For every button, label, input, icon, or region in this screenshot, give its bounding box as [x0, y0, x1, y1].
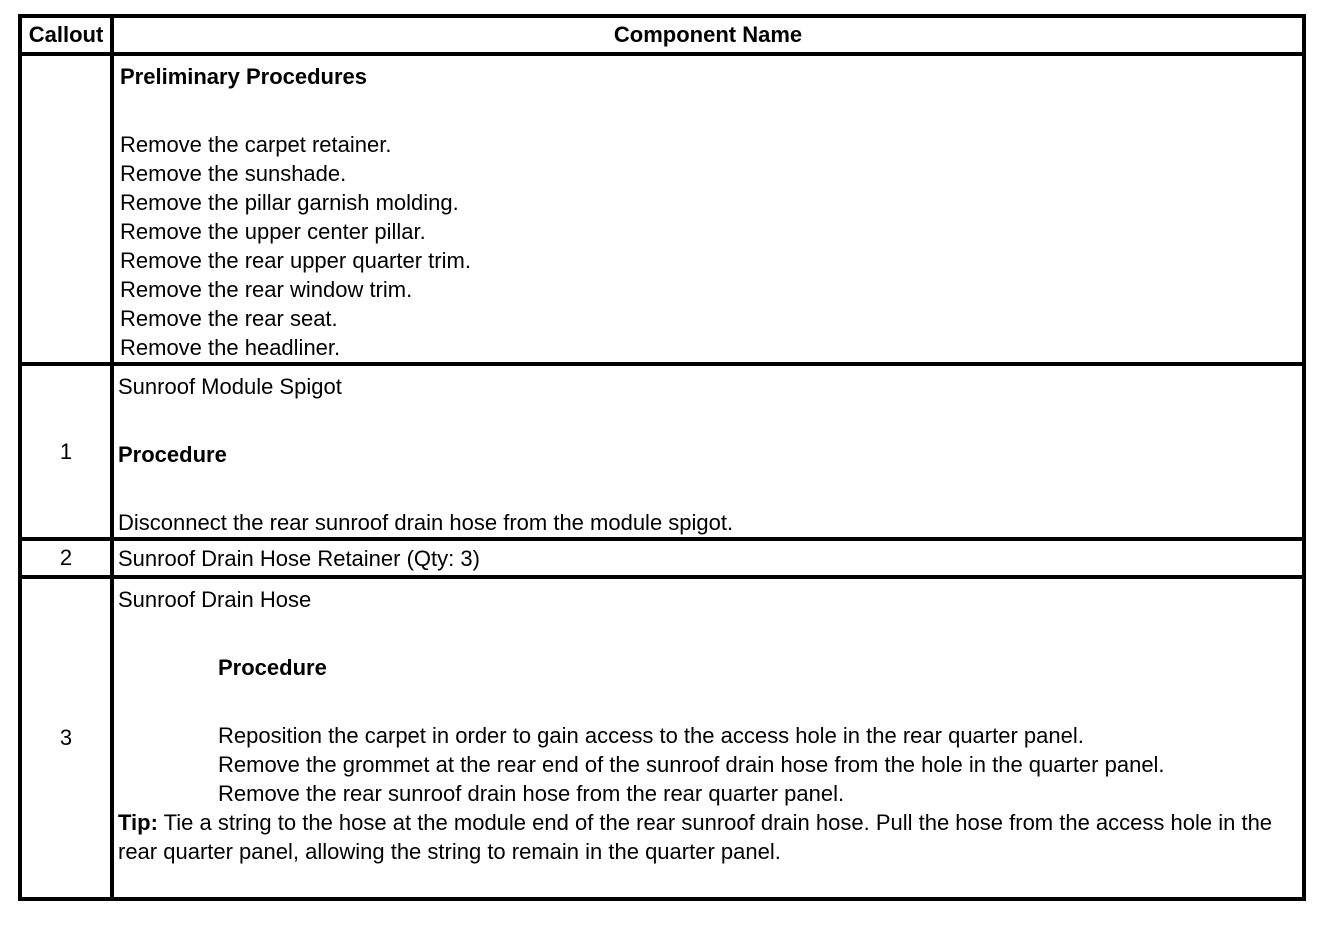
component-name: Sunroof Drain Hose	[118, 587, 312, 612]
preliminary-step: Remove the sunshade.	[120, 161, 347, 186]
procedure-step: Remove the rear sunroof drain hose from the rear quarter panel.	[218, 781, 845, 806]
procedure-table	[18, 14, 1306, 901]
callout-number: 2	[20, 539, 112, 577]
procedure-label: Procedure	[218, 655, 327, 680]
component-cell	[112, 364, 1304, 539]
table-row	[20, 577, 1304, 899]
preliminary-row	[20, 54, 1304, 364]
component-cell	[112, 577, 1304, 899]
callout-number: 3	[20, 577, 112, 899]
table-row	[20, 364, 1304, 539]
table-row	[20, 539, 1304, 577]
preliminary-step: Remove the pillar garnish molding.	[120, 190, 459, 215]
procedure-step: Disconnect the rear sunroof drain hose from the module spigot.	[118, 510, 734, 535]
preliminary-step: Remove the carpet retainer.	[120, 132, 392, 157]
preliminary-content-cell	[112, 54, 1304, 364]
callout-header: Callout	[20, 16, 112, 54]
preliminary-title: Preliminary Procedures	[120, 64, 368, 89]
tip-text: Tie a string to the hose at the module end of the rear sunroof drain hose. Pull the hose from the access hole in the rear quarter panel, allowing the string to remain in the quarter panel.	[118, 810, 1273, 864]
table-header-row	[20, 16, 1304, 54]
component-name: Sunroof Module Spigot	[118, 374, 342, 399]
preliminary-callout-cell	[20, 54, 112, 364]
preliminary-step: Remove the rear upper quarter trim.	[120, 248, 471, 273]
preliminary-step: Remove the upper center pillar.	[120, 219, 426, 244]
preliminary-step: Remove the rear window trim.	[120, 277, 413, 302]
tip-note	[118, 808, 1302, 866]
procedure-step: Remove the grommet at the rear end of the sunroof drain hose from the hole in the quarter panel.	[218, 752, 1165, 777]
preliminary-step: Remove the rear seat.	[120, 306, 338, 331]
callout-number: 1	[20, 364, 112, 539]
procedure-step: Reposition the carpet in order to gain access to the access hole in the rear quarter panel.	[218, 723, 1084, 748]
component-name-header: Component Name	[112, 16, 1304, 54]
procedure-label: Procedure	[118, 442, 227, 467]
component-name: Sunroof Drain Hose Retainer (Qty: 3)	[112, 539, 1304, 577]
tip-label: Tip:	[118, 810, 158, 835]
preliminary-step: Remove the headliner.	[120, 335, 341, 360]
